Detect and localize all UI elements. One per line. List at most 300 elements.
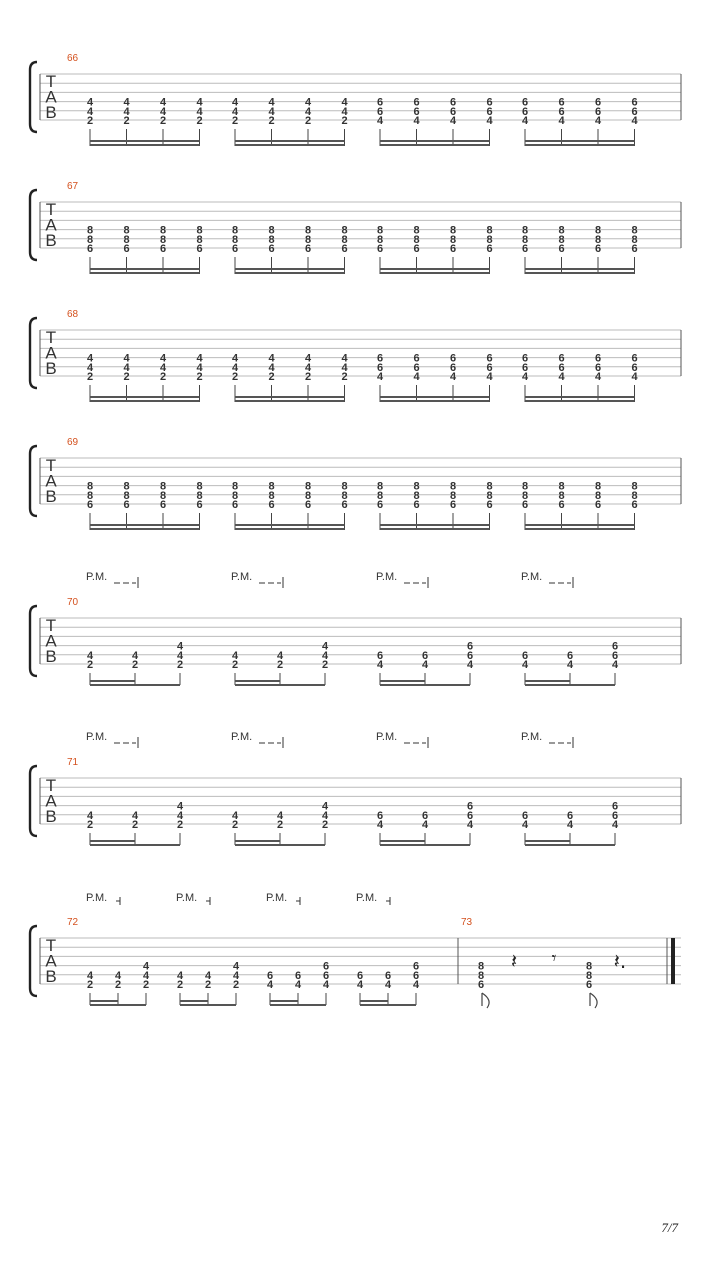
tab-fret-number: 6 [521,105,529,118]
tab-fret-number: 8 [413,224,420,237]
beam-sixteenth [90,268,200,270]
beam-sixteenth [380,840,425,842]
tab-fret-number: 4 [86,969,94,982]
tab-clef-letter: T [45,72,57,91]
tab-fret-number: 8 [585,960,593,973]
tab-fret-number: 4 [413,371,420,383]
beam-sixteenth [525,524,635,526]
tab-fret-number: 6 [611,640,619,653]
tab-fret-number: 4 [86,361,94,374]
tab-fret-number: 8 [123,480,130,493]
tab-fret-number: 4 [268,361,275,374]
tab-fret-number: 6 [449,361,457,374]
tab-system [30,731,681,846]
tab-fret-number: 6 [412,960,420,973]
tab-fret-number: 4 [558,115,565,127]
tab-fret-number: 6 [611,800,619,813]
tab-fret-number: 4 [232,969,240,982]
tab-fret-number: 2 [276,819,284,831]
tab-fret-number: 8 [521,480,529,493]
tab-fret-number: 6 [486,105,493,118]
tab-fret-number: 8 [123,489,130,502]
tab-fret-number: 2 [86,819,94,831]
tab-fret-number: 6 [521,499,529,511]
measure-number: 66 [67,53,79,64]
beam-sixteenth [90,1000,118,1002]
beam-sixteenth [270,1000,298,1002]
tab-fret-number: 4 [231,105,239,118]
beam [525,528,635,530]
tab-fret-number: 4 [611,819,619,831]
system-bracket [30,446,37,516]
tab-fret-number: 4 [521,371,529,383]
tab-fret-number: 6 [594,105,602,118]
tab-fret-number: 6 [159,243,167,255]
beam [380,400,490,402]
tab-fret-number: 6 [521,809,529,822]
tab-clef-letter: B [45,647,57,666]
tab-fret-number: 4 [268,96,275,109]
tab-fret-number: 8 [631,480,638,493]
tab-clef-letter: B [45,967,57,986]
tab-fret-number: 4 [142,960,150,973]
beam [525,272,635,274]
palm-mute-label: P.M. [521,731,543,743]
tab-fret-number: 4 [276,809,284,822]
tab-fret-number: 2 [86,371,94,383]
tab-fret-number: 6 [268,243,275,255]
tab-system [30,309,681,402]
palm-mute-label: P.M. [521,571,543,583]
tab-fret-number: 6 [594,96,602,109]
tab-fret-number: 4 [466,659,474,671]
beam-sixteenth [380,396,490,398]
tab-fret-number: 6 [376,499,384,511]
tab-fret-number: 6 [412,969,420,982]
tab-fret-number: 2 [176,659,184,671]
tab-system [30,53,681,146]
measure-number: 73 [461,917,473,928]
tab-fret-number: 6 [196,243,203,255]
beam [90,144,200,146]
tab-fret-number: 2 [86,979,94,991]
tab-fret-number: 2 [123,371,130,383]
tab-clef-letter: T [45,776,57,795]
tab-fret-number: 6 [413,499,420,511]
beam [235,844,325,846]
tab-fret-number: 8 [304,489,312,502]
tab-fret-number: 2 [341,371,348,383]
beam-sixteenth [235,524,345,526]
tab-fret-number: 8 [196,233,203,246]
tab-fret-number: 4 [176,640,184,653]
beam-sixteenth [180,1000,208,1002]
tab-fret-number: 8 [486,480,493,493]
quarter-rest: 𝄽 [510,949,518,973]
tab-fret-number: 8 [159,233,167,246]
tab-fret-number: 4 [594,371,602,383]
tab-fret-number: 4 [486,115,493,127]
system-bracket [30,62,37,132]
tab-fret-number: 4 [231,352,239,365]
tab-fret-number: 6 [231,499,239,511]
beam-sixteenth [525,268,635,270]
beam [90,400,200,402]
beam [525,684,615,686]
palm-mute-label: P.M. [266,892,288,904]
tab-fret-number: 6 [376,96,384,109]
tab-fret-number: 8 [231,233,239,246]
tab-fret-number: 4 [566,819,574,831]
tab-fret-number: 8 [486,489,493,502]
tab-fret-number: 8 [304,480,312,493]
tab-fret-number: 6 [466,649,474,662]
tab-fret-number: 8 [449,489,457,502]
measure-number: 72 [67,917,79,928]
tab-fret-number: 8 [304,233,312,246]
tab-fret-number: 8 [231,480,239,493]
tab-fret-number: 4 [356,979,364,991]
tab-fret-number: 2 [231,659,239,671]
tab-fret-number: 6 [266,969,274,982]
tab-fret-number: 6 [123,499,130,511]
tab-fret-number: 6 [322,960,330,973]
tab-fret-number: 8 [558,224,565,237]
tab-fret-number: 4 [321,649,329,662]
system-bracket [30,318,37,388]
tab-fret-number: 6 [449,96,457,109]
system-bracket [30,926,37,996]
beam [380,144,490,146]
beam-sixteenth [525,140,635,142]
tab-clef-letter: T [45,456,57,475]
tab-fret-number: 6 [594,352,602,365]
tab-clef-letter: A [45,87,57,107]
tab-fret-number: 6 [521,361,529,374]
tab-fret-number: 6 [413,96,420,109]
tab-fret-number: 6 [631,499,638,511]
tab-fret-number: 4 [376,115,384,127]
tab-fret-number: 8 [304,224,312,237]
beam [90,844,180,846]
beam [380,684,470,686]
tab-fret-number: 4 [86,352,94,365]
tab-fret-number: 6 [322,969,330,982]
measure-number: 69 [67,437,79,448]
beam-sixteenth [380,140,490,142]
palm-mute-label: P.M. [231,731,253,743]
beam [235,684,325,686]
tab-fret-number: 4 [376,659,384,671]
tab-fret-number: 6 [449,105,457,118]
tab-fret-number: 6 [558,96,565,109]
tab-fret-number: 4 [142,969,150,982]
tab-clef-letter: T [45,616,57,635]
tab-system [30,571,681,686]
tab-fret-number: 2 [142,979,150,991]
tab-fret-number: 8 [268,489,275,502]
tab-fret-number: 8 [231,224,239,237]
beam [380,844,470,846]
tab-fret-number: 6 [341,499,348,511]
tab-clef-letter: A [45,951,57,971]
beam-sixteenth [525,396,635,398]
measure-number: 70 [67,597,79,608]
tab-fret-number: 2 [176,979,184,991]
tab-fret-number: 4 [196,361,203,374]
beam [360,1004,416,1006]
tab-fret-number: 4 [341,361,348,374]
beam [235,400,345,402]
tab-fret-number: 6 [268,499,275,511]
tab-fret-number: 2 [268,115,275,127]
tab-fret-number: 2 [196,371,203,383]
tab-fret-number: 6 [521,96,529,109]
tab-fret-number: 8 [268,233,275,246]
beam-sixteenth [90,140,200,142]
tab-fret-number: 4 [412,979,420,991]
tab-fret-number: 8 [477,960,485,973]
tab-system [30,892,681,1008]
tab-fret-number: 6 [376,352,384,365]
tab-fret-number: 8 [341,480,348,493]
beam-sixteenth [360,1000,388,1002]
tab-fret-number: 4 [176,800,184,813]
tab-fret-number: 8 [585,969,593,982]
tab-fret-number: 8 [86,480,94,493]
tab-fret-number: 4 [123,105,130,118]
beam-sixteenth [235,140,345,142]
tab-fret-number: 2 [159,371,167,383]
tab-fret-number: 8 [477,969,485,982]
tab-fret-number: 6 [558,361,565,374]
tab-fret-number: 6 [231,243,239,255]
tab-fret-number: 6 [421,809,429,822]
tab-fret-number: 2 [123,115,130,127]
tab-fret-number: 8 [196,489,203,502]
tab-fret-number: 2 [196,115,203,127]
tab-fret-number: 4 [304,352,312,365]
tab-fret-number: 8 [159,489,167,502]
tab-fret-number: 6 [486,352,493,365]
tab-fret-number: 4 [204,969,212,982]
tab-clef-letter: B [45,359,57,378]
tab-fret-number: 4 [268,105,275,118]
tab-fret-number: 8 [413,489,420,502]
tab-fret-number: 4 [196,105,203,118]
tab-fret-number: 2 [321,819,329,831]
tab-fret-number: 8 [86,489,94,502]
tab-fret-number: 6 [486,96,493,109]
tab-fret-number: 4 [341,352,348,365]
beam [90,1004,146,1006]
tab-fret-number: 2 [276,659,284,671]
tab-fret-number: 4 [159,352,167,365]
tab-fret-number: 4 [421,819,429,831]
tab-fret-number: 4 [114,969,122,982]
beam-sixteenth [380,680,425,682]
tab-fret-number: 8 [376,489,384,502]
tab-fret-number: 4 [558,371,565,383]
tab-fret-number: 4 [376,819,384,831]
tab-fret-number: 4 [413,115,420,127]
tab-fret-number: 4 [421,659,429,671]
tab-fret-number: 6 [196,499,203,511]
tab-fret-number: 8 [521,489,529,502]
tab-fret-number: 4 [594,115,602,127]
tab-fret-number: 4 [304,105,312,118]
tab-fret-number: 4 [86,105,94,118]
tab-fret-number: 4 [232,960,240,973]
palm-mute-label: P.M. [86,892,108,904]
beam-sixteenth [380,268,490,270]
tab-fret-number: 2 [231,819,239,831]
tab-fret-number: 2 [131,819,139,831]
tab-fret-number: 4 [231,96,239,109]
tab-fret-number: 2 [204,979,212,991]
tab-fret-number: 4 [341,105,348,118]
palm-mute-label: P.M. [86,571,108,583]
tab-fret-number: 4 [341,96,348,109]
system-bracket [30,190,37,260]
tab-fret-number: 6 [421,649,429,662]
tab-fret-number: 8 [159,224,167,237]
palm-mute-label: P.M. [231,571,253,583]
tab-fret-number: 4 [268,352,275,365]
tab-fret-number: 8 [631,489,638,502]
tab-fret-number: 4 [486,371,493,383]
tab-fret-number: 4 [86,809,94,822]
tab-clef-letter: B [45,807,57,826]
tab-fret-number: 6 [304,499,312,511]
tab-fret-number: 4 [304,96,312,109]
tab-fret-number: 6 [631,352,638,365]
tab-fret-number: 8 [521,224,529,237]
tab-fret-number: 6 [521,352,529,365]
tab-fret-number: 4 [159,105,167,118]
beam-sixteenth [90,680,135,682]
tab-fret-number: 4 [266,979,274,991]
measure-number: 67 [67,181,79,192]
tab-fret-number: 2 [131,659,139,671]
eighth-flag [590,993,597,1008]
tab-fret-number: 4 [611,659,619,671]
beam-sixteenth [90,840,135,842]
tab-fret-number: 6 [558,105,565,118]
tab-fret-number: 4 [276,649,284,662]
tab-fret-number: 6 [86,499,94,511]
tab-fret-number: 2 [114,979,122,991]
tab-fret-number: 6 [486,243,493,255]
tab-fret-number: 8 [376,480,384,493]
tab-fret-number: 4 [449,115,457,127]
tab-fret-number: 8 [268,480,275,493]
tab-fret-number: 8 [341,489,348,502]
tab-fret-number: 8 [196,480,203,493]
tab-fret-number: 4 [384,979,392,991]
tab-fret-number: 8 [123,224,130,237]
tab-fret-number: 6 [585,979,593,991]
tab-system [30,437,681,530]
tab-fret-number: 8 [159,480,167,493]
tab-clef-letter: T [45,936,57,955]
measure-number: 71 [67,757,79,768]
tab-fret-number: 4 [521,819,529,831]
tab-fret-number: 6 [477,979,485,991]
tab-fret-number: 4 [131,809,139,822]
tab-fret-number: 2 [86,659,94,671]
tab-fret-number: 6 [558,499,565,511]
tab-fret-number: 6 [631,105,638,118]
tab-fret-number: 4 [631,371,638,383]
beam [525,844,615,846]
tab-fret-number: 4 [321,800,329,813]
tab-fret-number: 6 [631,243,638,255]
tab-fret-number: 2 [321,659,329,671]
tab-fret-number: 8 [376,224,384,237]
tab-fret-number: 6 [413,105,420,118]
tab-fret-number: 4 [159,96,167,109]
tab-fret-number: 8 [341,224,348,237]
eighth-rest: 𝄾 [551,948,557,969]
tab-fret-number: 4 [231,361,239,374]
tab-clef-letter: B [45,231,57,250]
tab-fret-number: 8 [376,233,384,246]
tab-fret-number: 6 [566,809,574,822]
beam-sixteenth [380,524,490,526]
tab-fret-number: 6 [594,361,602,374]
tab-fret-number: 8 [123,233,130,246]
tab-fret-number: 8 [594,224,602,237]
palm-mute-label: P.M. [86,731,108,743]
tab-fret-number: 8 [413,233,420,246]
tab-fret-number: 6 [611,809,619,822]
tab-fret-number: 4 [231,649,239,662]
tab-fret-number: 8 [413,480,420,493]
tab-fret-number: 4 [321,640,329,653]
tab-fret-number: 4 [159,361,167,374]
beam-sixteenth [90,396,200,398]
tab-fret-number: 4 [566,659,574,671]
tab-fret-number: 2 [232,979,240,991]
tab-fret-number: 4 [321,809,329,822]
tab-fret-number: 6 [86,243,94,255]
tab-fret-number: 6 [486,499,493,511]
beam-sixteenth [525,840,570,842]
measure-number: 68 [67,309,79,320]
tab-fret-number: 4 [521,659,529,671]
tab-fret-number: 6 [413,352,420,365]
tab-fret-number: 6 [486,361,493,374]
tab-fret-number: 6 [384,969,392,982]
tab-fret-number: 4 [176,969,184,982]
beam [235,144,345,146]
beam [90,272,200,274]
eighth-flag [482,993,489,1008]
tab-fret-number: 8 [268,224,275,237]
tab-clef-letter: T [45,200,57,219]
tab-fret-number: 8 [486,233,493,246]
beam-sixteenth [235,840,280,842]
tab-fret-number: 6 [449,352,457,365]
tab-fret-number: 4 [86,96,94,109]
tab-fret-number: 4 [294,979,302,991]
tab-fret-number: 2 [304,115,312,127]
dotted-quarter-rest: 𝄽. [613,949,627,973]
tab-fret-number: 6 [558,352,565,365]
beam-sixteenth [235,268,345,270]
tab-fret-number: 4 [449,371,457,383]
